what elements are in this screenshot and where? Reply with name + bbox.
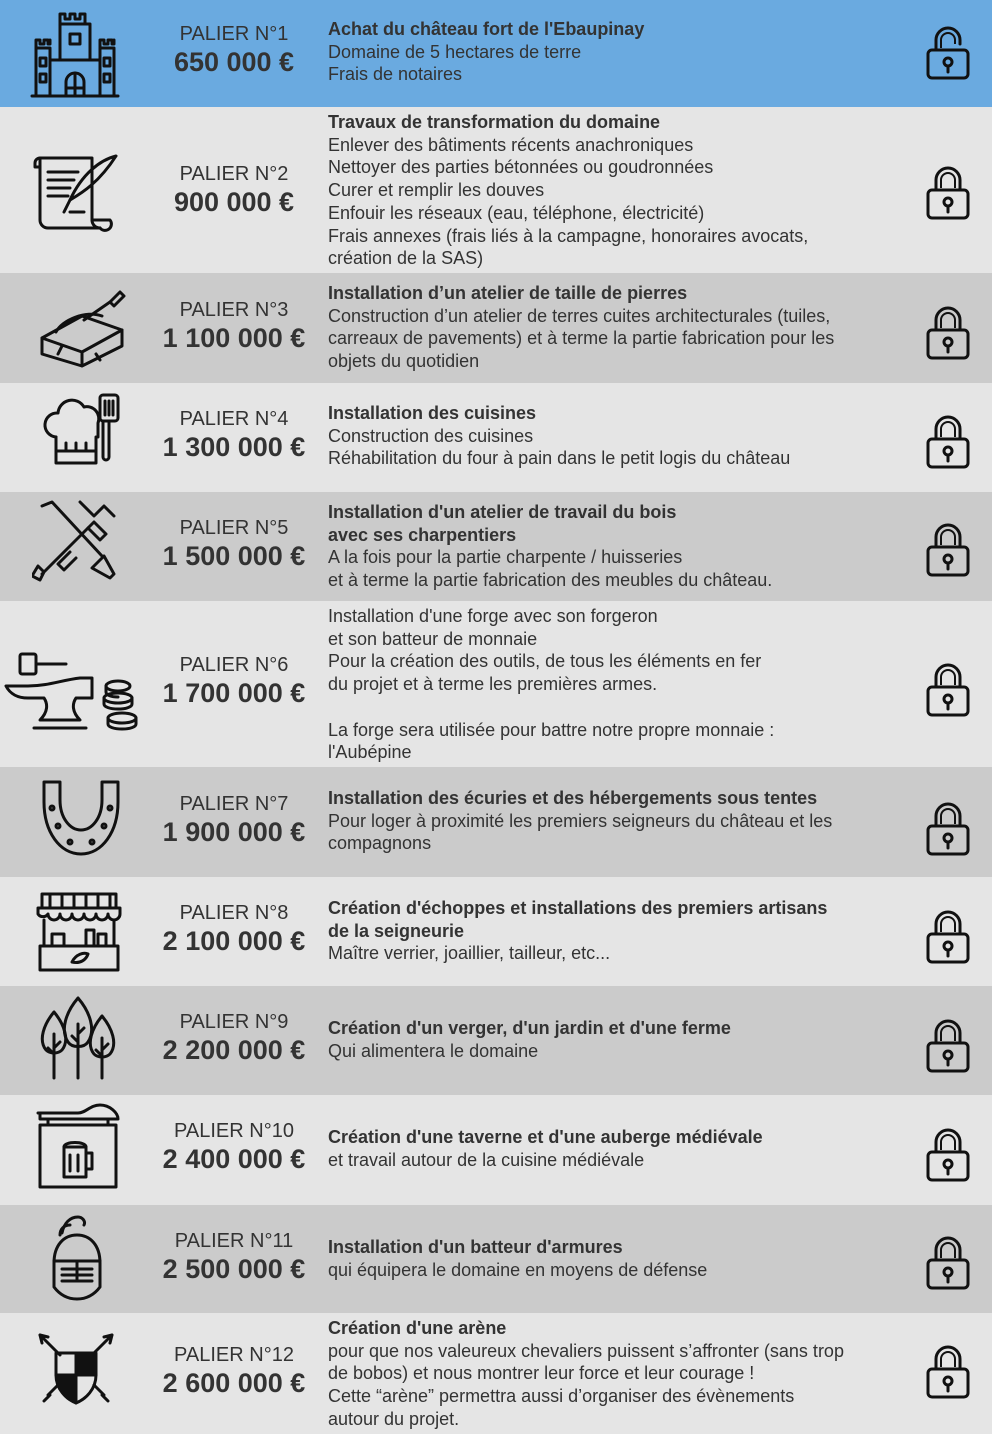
tier-amount: 1 700 000 € [162,678,306,708]
tier-heading [148,516,320,572]
tier-description [328,282,908,373]
crossed-tools-icon [32,496,120,584]
tier-description-line: Frais annexes (frais liés à la campagne, honoraires avocats, [328,225,809,246]
tier-description [328,897,908,965]
locked-padlock-icon [924,521,972,577]
shield-swords-icon [36,1331,116,1407]
tier-title: Création d'un verger, d'un jardin et d'une ferme [328,1018,731,1038]
locked-padlock-icon [924,1343,972,1399]
tier-description-line: l'Aubépine [328,742,412,763]
tier-label: PALIER N°11 [174,1230,294,1252]
tier-description [328,1126,908,1171]
tier-description-line: objets du quotidien [328,351,480,372]
tier-description-line: A la fois pour la partie charpente / huisseries [328,547,683,568]
tier-description [328,501,908,592]
tier-amount: 2 500 000 € [162,1254,306,1284]
tier-amount: 650 000 € [173,47,295,77]
tier-description-line: carreaux de pavements) et à terme la partie fabrication pour les [328,328,835,349]
tier-title: Installation d'un batteur d'armures [328,1237,623,1257]
tier-heading [148,792,320,848]
tier-description [328,1017,908,1062]
tavern-sign-icon [34,1103,122,1189]
tier-description [328,18,908,86]
tier-label: PALIER N°6 [179,654,289,676]
chef-hat-spatula-icon [40,393,124,469]
horseshoe-icon [36,778,126,858]
tier-description-line: La forge sera utilisée pour battre notre propre monnaie : [328,719,775,740]
tier-label: PALIER N°12 [174,1344,294,1366]
tier-description-line: pour que nos valeureux chevaliers puissent s’affronter (sans trop [328,1340,844,1361]
market-stall-icon [36,886,122,972]
tier-heading [148,407,320,463]
tier-label: PALIER N°1 [179,23,289,45]
tier-description-line: de bobos) et nous montrer leur force et leur courage ! [328,1363,755,1384]
scroll-quill-icon [30,150,122,234]
tier-description-line: Domaine de 5 hectares de terre [328,41,582,62]
tier-description-line: Pour loger à proximité les premiers seigneurs du château et les [328,810,833,831]
tier-description-line: création de la SAS) [328,248,484,269]
tier-label: PALIER N°2 [179,163,289,185]
locked-padlock-icon [924,413,972,469]
tier-heading [148,653,320,709]
tier-description [328,787,908,855]
tier-description-line: Qui alimentera le domaine [328,1040,539,1061]
tier-amount: 1 900 000 € [162,817,306,847]
tier-label: PALIER N°7 [179,793,289,815]
tier-heading [148,162,320,218]
tier-amount: 900 000 € [173,187,295,217]
brick-trowel-icon [38,288,126,368]
tier-heading [148,22,320,78]
tier-description-line: du projet et à terme les premières armes. [328,674,658,695]
knight-helmet-icon [40,1213,114,1301]
tier-title: Travaux de transformation du domaine [328,112,661,132]
tier-label: PALIER N°4 [179,408,289,430]
tier-description-line: qui équipera le domaine en moyens de défense [328,1259,708,1280]
tier-description [328,402,908,470]
tier-title: Installation des cuisines [328,403,537,423]
tier-description-line: Frais de notaires [328,64,463,85]
tier-description-line: Enfouir les réseaux (eau, téléphone, électricité) [328,202,705,223]
tier-amount: 2 100 000 € [162,926,306,956]
locked-padlock-icon [924,304,972,360]
castle-icon [30,8,120,100]
tier-description [328,1317,908,1431]
tier-description-line: Cette “arène” permettra aussi d’organiser des évènements [328,1386,795,1407]
trees-icon [34,994,122,1080]
tier-description [328,1236,908,1281]
tier-title: Création d'échoppes et installations des premiers artisans [328,898,828,918]
tier-amount: 2 200 000 € [162,1035,306,1065]
tier-label: PALIER N°8 [179,902,289,924]
tier-description-line: Installation d'une forge avec son forgeron [328,606,658,626]
tier-title-cont: de la seigneurie [328,920,465,941]
tier-heading [148,901,320,957]
locked-padlock-icon [924,1126,972,1182]
tier-description-line: et son batteur de monnaie [328,628,538,649]
tier-description-line: Maître verrier, joaillier, tailleur, etc... [328,943,611,964]
tier-description-line: Construction d’un atelier de terres cuites architecturales (tuiles, [328,305,831,326]
tier-title: Installation d’un atelier de taille de pierres [328,283,688,303]
locked-padlock-icon [924,1017,972,1073]
tier-label: PALIER N°9 [179,1011,289,1033]
tier-title-cont: avec ses charpentiers [328,524,517,545]
tier-amount: 1 100 000 € [162,323,306,353]
tier-title: Création d'une taverne et d'une auberge médiévale [328,1127,763,1147]
tier-title: Installation des écuries et des hébergements sous tentes [328,788,818,808]
tier-description-line: Curer et remplir les douves [328,180,545,201]
anvil-coins-icon [4,650,142,734]
tier-amount: 2 400 000 € [162,1144,306,1174]
locked-padlock-icon [924,661,972,717]
tier-description-line: et à terme la partie fabrication des meubles du château. [328,570,773,591]
tier-amount: 2 600 000 € [162,1368,306,1398]
tier-description-line: compagnons [328,833,432,854]
tier-description-line: Construction des cuisines [328,425,534,446]
tier-description [328,111,908,270]
tier-heading [148,298,320,354]
locked-padlock-icon [924,908,972,964]
tier-description [328,605,908,764]
tier-amount: 1 500 000 € [162,541,306,571]
tier-description-line: Nettoyer des parties bétonnées ou goudronnées [328,157,714,178]
locked-padlock-icon [924,800,972,856]
tier-heading [148,1010,320,1066]
tier-description-line: Réhabilitation du four à pain dans le petit logis du château [328,448,791,469]
tier-description-line [328,696,908,719]
tier-label: PALIER N°3 [179,299,289,321]
tier-amount: 1 300 000 € [162,432,306,462]
tier-heading [148,1229,320,1285]
tier-description-line: Enlever des bâtiments récents anachroniques [328,134,694,155]
tier-title: Installation d'un atelier de travail du bois [328,502,677,522]
tier-label: PALIER N°10 [174,1120,294,1142]
tier-description-line: autour du projet. [328,1408,460,1429]
tier-heading [148,1119,320,1175]
tier-label: PALIER N°5 [179,517,289,539]
tier-description-line: Pour la création des outils, de tous les éléments en fer [328,651,762,672]
unlocked-padlock-icon [924,24,972,80]
tier-heading [148,1343,320,1399]
locked-padlock-icon [924,1234,972,1290]
tier-description-line: et travail autour de la cuisine médiévale [328,1149,645,1170]
locked-padlock-icon [924,164,972,220]
tier-title: Achat du château fort de l'Ebaupinay [328,19,645,39]
tier-title: Création d'une arène [328,1318,507,1338]
